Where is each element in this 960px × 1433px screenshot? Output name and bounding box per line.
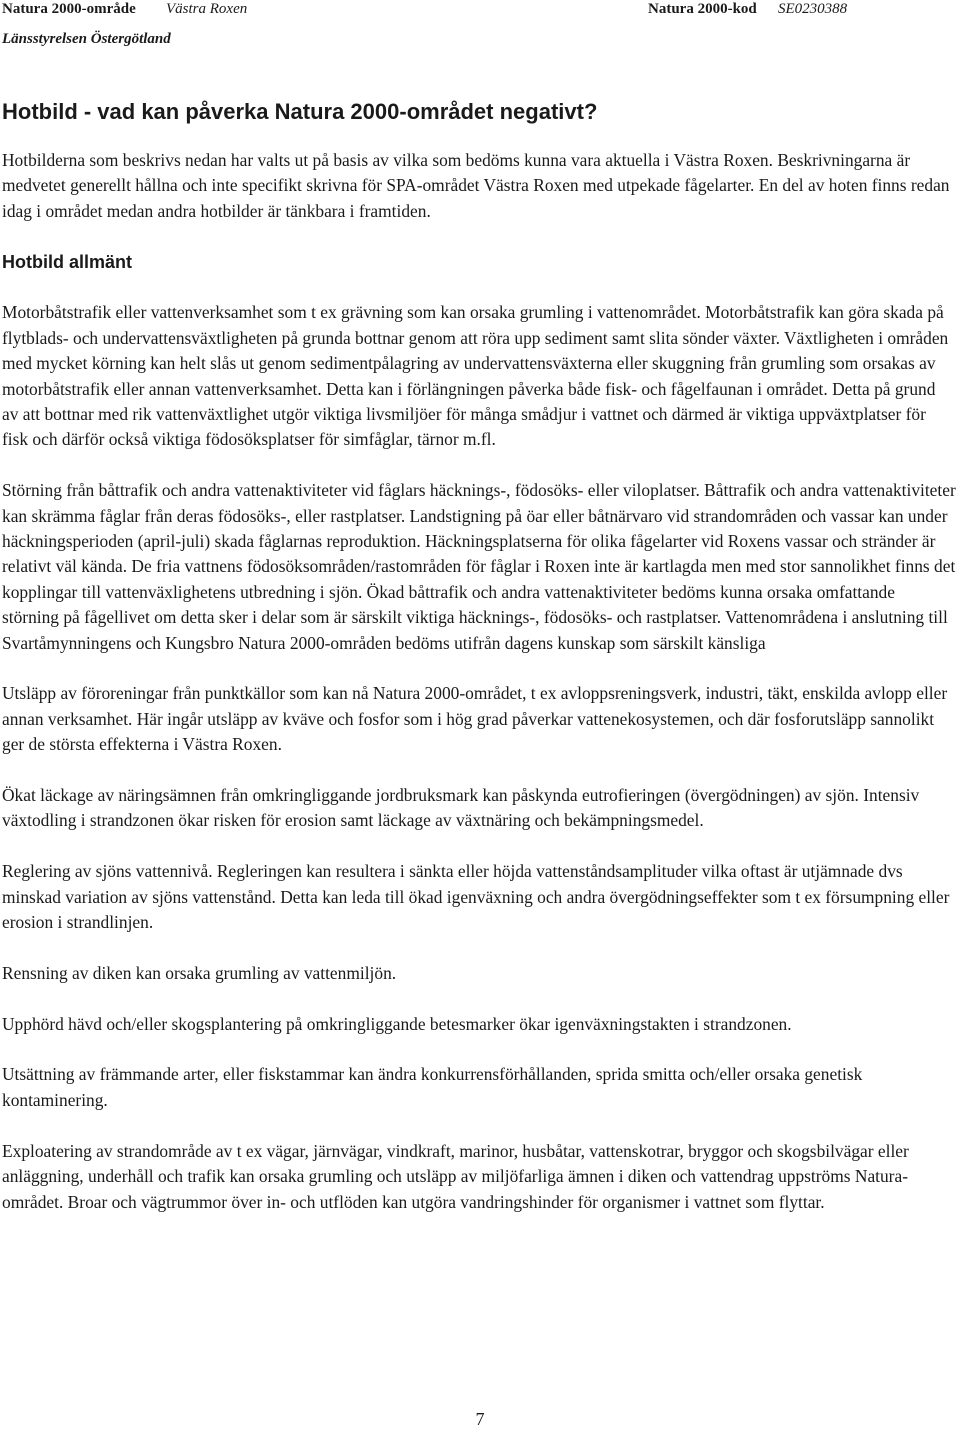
header-area-label: Natura 2000-område <box>2 1 136 17</box>
body-paragraph: Ökat läckage av näringsämnen från omkringliggande jordbruksmark kan påskynda eutrofieringen (övergödningen) av sjön. Intensiv växtodling i strandzonen ökar risken för erosion samt läckage av växtnäring och bekämpningsmedel. <box>2 785 920 831</box>
body-paragraph: Exploatering av strandområde av t ex vägar, järnvägar, vindkraft, marinor, husbåtar, vattenskotrar, bryggor och skogsbilvägar eller anläggning, underhåll och trafik kan orsaka grumling och utsläpp av miljöfarliga ämnen i diken och vattendrag uppströms Natura-området. Broar och vägtrummor över in- och utflöden kan utgöra vandringshinder för organismer i vattnet som flyttar. <box>2 1140 909 1212</box>
intro-paragraph: Hotbilderna som beskrivs nedan har valts ut på basis av vilka som bedöms kunna vara aktuella i Västra Roxen. Beskrivningarna är medvetet generellt hållna och inte specifikt skrivna för SPA-området Västra Roxen med utpekade fågelarter. En del av hoten finns redan idag i området medan andra hotbilder är tänkbara i framtiden. <box>2 150 950 221</box>
body-paragraph: Utsläpp av föroreningar från punktkällor som kan nå Natura 2000-området, t ex avloppsreningsverk, industri, täkt, enskilda avlopp eller annan verksamhet. Här ingår utsläpp av kväve och fosfor som i hög grad påverkar vattenekosystemen, och där fosforutsläpp sannolikt ger de största effekterna i Västra Roxen. <box>2 683 948 755</box>
page-number: 7 <box>475 1409 485 1429</box>
header-authority: Länsstyrelsen Östergötland <box>2 31 171 47</box>
section-heading: Hotbild allmänt <box>2 251 132 272</box>
body-paragraph: Reglering av sjöns vattennivå. Regleringen kan resultera i sänkta eller höjda vattenståndsamplituder vilka oftast är utjämnade dvs minskad variation av sjöns vattenstånd. Detta kan leda till ökad igenväxning och andra övergödningseffekter som t ex försumpning eller erosion i strandlinjen. <box>2 861 950 933</box>
header-code-label: Natura 2000-kod <box>648 1 757 17</box>
body-paragraph: Upphörd hävd och/eller skogsplantering på omkringliggande betesmarker ökar igenväxningstakten i strandzonen. <box>2 1013 792 1034</box>
body-paragraph: Utsättning av främmande arter, eller fiskstammar kan ändra konkurrensförhållanden, sprida smitta och/eller orsaka genetisk kontaminering. <box>2 1064 863 1110</box>
page-title: Hotbild - vad kan påverka Natura 2000-området negativt? <box>2 99 598 124</box>
body-paragraph: Motorbåtstrafik eller vattenverksamhet som t ex grävning som kan orsaka grumling i vattenområdet. Motorbåtstrafik kan göra skada på flytblads- och undervattensväxtligheten på grunda bottnar genom att röra upp sediment samt slita sönder växter. Växtligheten i områden med mycket körning kan helt slås ut genom sedimentpålagring av undervattensväxterna eller skuggning från grumling som orsakas av motorbåtstrafik eller annan vattenverksamhet. Detta kan i förlängningen påverka både fisk- och fågelfaunan i området. Detta på grund av att bottnar med rik vattenväxtlighet utgör viktiga livsmiljöer för många smådjur i vattnet och därmed är viktiga uppväxtplatser för fisk och därför också viktiga födosöksplatser för simfåglar, tärnor m.fl. <box>2 302 949 450</box>
header-area-name: Västra Roxen <box>166 1 248 17</box>
header-code-value: SE0230388 <box>778 1 848 17</box>
body-paragraph: Störning från båttrafik och andra vattenaktiviteter vid fåglars häcknings-, födosöks- eller viloplatser. Båttrafik och andra vattenaktiviteter kan skrämma fåglar från deras födosöks-, eller rastplatser. Landstigning på öar eller båtnärvaro vid strandområden och vassar kan under häckningsperioden (april-juli) skada fåglarnas reproduktion. Häckningsplatserna för olika fågelarter vid Roxens vassar och stränder är relativt väl kända. De fria vattnens födosöksområden/rastområden för fåglar i Roxen inte är kartlagda men med stor sannolikhet finns det kopplingar till vattenväxlighetens utbredning i sjön. Ökad båttrafik och andra vattenaktiviteter bedöms kunna orsaka omfattande störning på fågellivet om detta sker i delar som är särskilt viktiga häcknings-, födosöks- och rastplatser. Vattenområdena i anslutning till Svartåmynningens och Kungsbro Natura 2000-områden bedöms utifrån dagens kunskap som särskilt känsliga <box>2 480 956 653</box>
body-paragraph: Rensning av diken kan orsaka grumling av vattenmiljön. <box>2 962 397 983</box>
document-body <box>2 148 956 1215</box>
page-header <box>0 0 960 50</box>
